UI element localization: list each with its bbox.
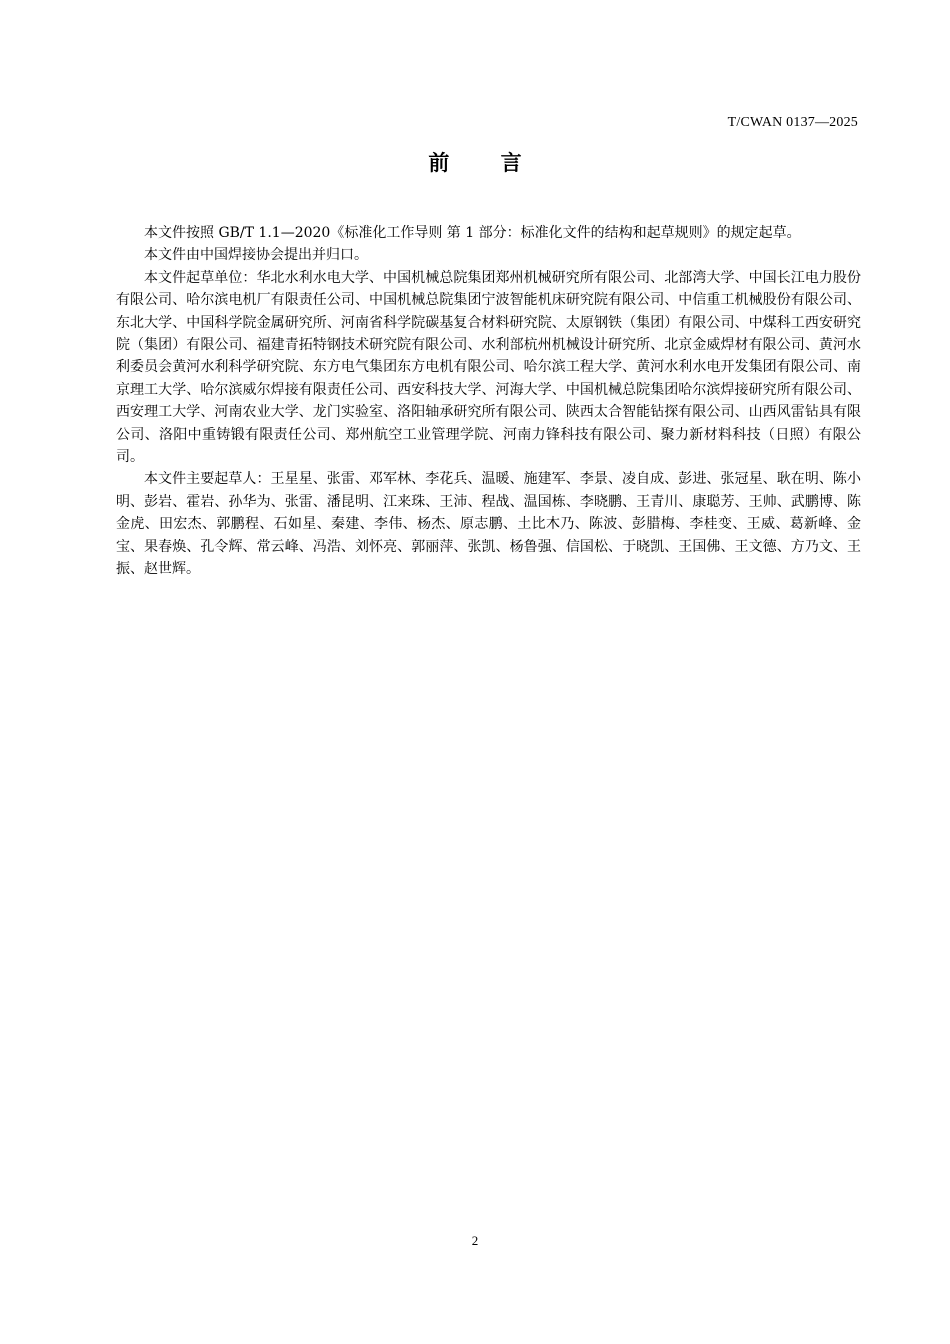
document-code: T/CWAN 0137—2025 — [727, 115, 858, 130]
page-title: 前 言 — [428, 151, 544, 175]
paragraph-drafting-rules: 本文件按照 GB/T 1.1—2020《标准化工作导则 第 1 部分：标准化文件的结构和起草规则》的规定起草。 — [144, 225, 801, 241]
paragraph-drafters: 本文件主要起草人：王星星、张雷、邓军林、李花兵、温暖、施建军、李景、凌自成、彭进、张冠星、耿在明、陈小明、彭岩、霍岩、孙华为、张雷、潘昆明、江来珠、王沛、程战、温国栋、李晓鹏、王青川、康聪芳、王帅、武鹏博、陈金虎、田宏杰、郭鹏程、石如星、秦建、李伟、杨杰、原志鹏、土比木乃、陈波、彭腊梅、李桂变、王威、葛新峰、金宝、果春焕、孔令辉、常云峰、冯浩、刘怀亮、郭丽萍、张凯、杨鲁强、信国松、于晓凯、王国佛、王文德、方乃文、王振、赵世辉。 — [116, 471, 861, 578]
paragraph-proposer: 本文件由中国焊接协会提出并归口。 — [144, 247, 368, 264]
preface-body — [116, 222, 861, 581]
page-number: 2 — [471, 1233, 479, 1248]
paragraph-drafting-units: 本文件起草单位：华北水利水电大学、中国机械总院集团郑州机械研究所有限公司、北部湾大学、中国长江电力股份有限公司、哈尔滨电机厂有限责任公司、中国机械总院集团宁波智能机床研究院有限公司、中信重工机械股份有限公司、东北大学、中国科学院金属研究所、河南省科学院碳基复合材料研究院、太原钢铁（集团）有限公司、中煤科工西安研究院（集团）有限公司、福建青拓特钢技术研究院有限公司、水利部杭州机械设计研究所、北京金威焊材有限公司、黄河水利委员会黄河水利科学研究院、东方电气集团东方电机有限公司、哈尔滨工程大学、黄河水利水电开发集团有限公司、南京理工大学、哈尔滨威尔焊接有限责任公司、西安科技大学、河海大学、中国机械总院集团哈尔滨焊接研究所有限公司、西安理工大学、河南农业大学、龙门实验室、洛阳轴承研究所有限公司、陕西太合智能钻探有限公司、山西风雷钻具有限公司、洛阳中重铸锻有限责任公司、郑州航空工业管理学院、河南力锋科技有限公司、聚力新材料科技（日照）有限公司。 — [116, 269, 861, 466]
